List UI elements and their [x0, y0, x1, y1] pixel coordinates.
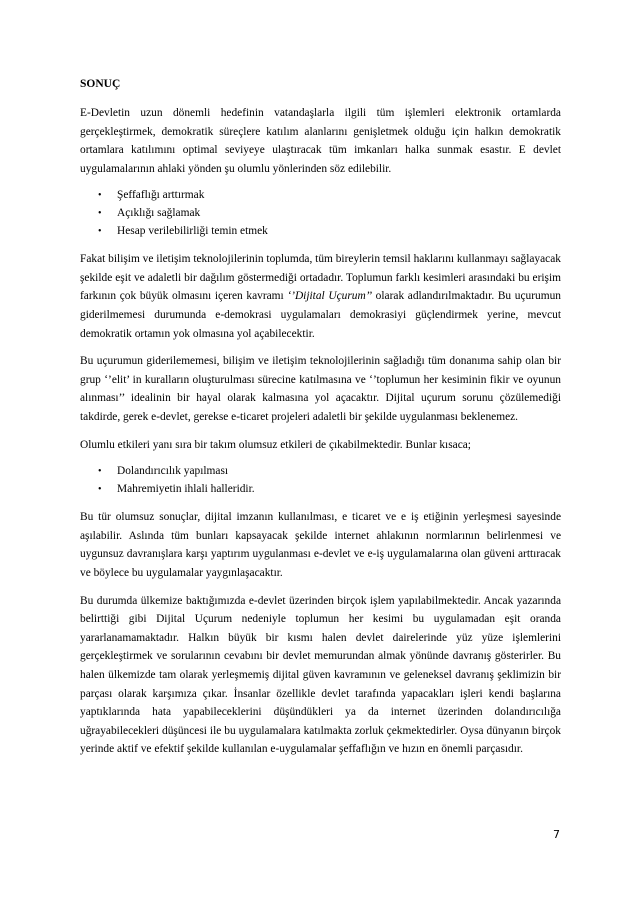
list-item [80, 187, 561, 205]
italic-term: ‘’Dijital Uçurum’’ [287, 290, 373, 303]
paragraph-text: Fakat bilişim ve iletişim teknolojilerinin toplumda, tüm bireylerin temsil haklarını kullanmayı sağlayacak şekilde eşit ve adaletli bir dağılım göstermediği ortadadır. Toplumun farklı kesimleri arasındaki bu erişim farkının çok büyük olmasını içeren kavramı [80, 253, 561, 303]
bullet-icon: • [98, 207, 102, 219]
page-number: 7 [553, 828, 560, 841]
paragraph-digital-divide [80, 250, 561, 343]
paragraph-consequences: Bu uçurumun giderilememesi, bilişim ve iletişim teknolojilerinin sağladığı tüm donanıma sahip olan bir grup ‘’elit’ in kuralların oluşturulması sürecine katılmasına ve ‘’toplumun her kesiminin fikir ve oyunun alınması’’ idealinin bir hayal olarak kalmasına yol açacaktır. Dijital uçurum sorunu çözülemediği takdirde, gerek e-devlet, gerekse e-ticaret projeleri adaletli bir şekilde uygulanması beklenemez. [80, 355, 561, 423]
bullet-icon: • [98, 483, 102, 495]
list-item [80, 205, 561, 223]
list-item-text: Şeffaflığı arttırmak [117, 189, 205, 202]
list-item-text: Dolandırıcılık yapılması [117, 465, 229, 478]
paragraph-text: olarak adlandırılmaktadır. Bu uçurumun giderilmemesi durumunda e-demokrasi uygulamaları demokrasiyi güçlendirmek yerine, mevcut demokratik ortamın yok olmasına yol açabilecektir. [80, 290, 561, 340]
list-item-text: Açıklığı sağlamak [117, 206, 201, 219]
negative-effects-list [80, 463, 561, 498]
paragraph-country-situation: Bu durumda ülkemize baktığımızda e-devlet üzerinden birçok işlem yapılabilmektedir. Ancak yazarında belirttiği gibi Dijital Uçurum nedeniyle toplumun her kesimi bu uygulamadan eşit oranda yararlanamamaktadır. Halkın büyük bir kısmı halen devlet dairelerinde yüz yüze işlemlerini gerçekleştirmek ve sorularının cevabını bir devlet memurundan almak yönünde davranış gösterirler. Bu halen ülkemizde tam olarak yerleşmemiş dijital güven kavramının ve geleneksel davranış şeklimizin bir parçası olarak karşımıza çıkar. İnsanlar özellikle devlet tarafında yapacakları işleri kendi başlarına yaptıklarında hata yapabileceklerini düşündükleri ya da internet üzerinden dolandırıcılığa uğrayabilecekleri düşüncesi ile bu uygulamalara katılmakta zorluk çekmektedirler. Oysa dünyanın birçok yerinde aktif ve efektif şekilde kullanılan e-uygulamalar şeffaflığın ve hızın en önemli parçasıdır. [80, 594, 561, 756]
positive-effects-list [80, 187, 561, 240]
paragraph-intro: E-Devletin uzun dönemli hedefinin vatandaşlarla ilgili tüm işlemleri elektronik ortamlarda gerçekleştirmek, demokratik süreçlere katılım alanlarını genişletmek olduğu için halkın demokratik ortamlara katılımını optimal seviyeye ulaştıracak tüm imkanları halka sunmak esastır. E devlet uygulamalarının ahlaki yönden şu olumlu yönlerinden söz edilebilir. [80, 107, 561, 175]
paragraph-solutions: Bu tür olumsuz sonuçlar, dijital imzanın kullanılması, e ticaret ve e iş etiğinin yerleşmesi sayesinde aşılabilir. Aslında tüm bunları kapsayacak şekilde internet ahlakının normlarının belirlenmesi ve uygunsuz davranışlara karşı yaptırım uygulanması e-devlet ve e-iş uygulamalarına olan güveni arttıracak ve böylece bu uygulamalar yaygınlaşacaktır. [80, 511, 561, 580]
list-item-text: Hesap verilebilirliği temin etmek [117, 224, 268, 237]
bullet-icon: • [98, 225, 102, 237]
bullet-icon: • [98, 466, 102, 478]
list-item [80, 463, 561, 481]
list-item [80, 223, 561, 241]
bullet-icon: • [98, 190, 102, 202]
paragraph-negative-intro: Olumlu etkileri yanı sıra bir takım olumsuz etkileri de çıkabilmektedir. Bunlar kısaca; [80, 438, 471, 451]
section-heading: SONUÇ [80, 78, 121, 90]
document-page [80, 76, 561, 768]
list-item-text: Mahremiyetin ihlali halleridir. [117, 482, 255, 495]
list-item [80, 481, 561, 499]
